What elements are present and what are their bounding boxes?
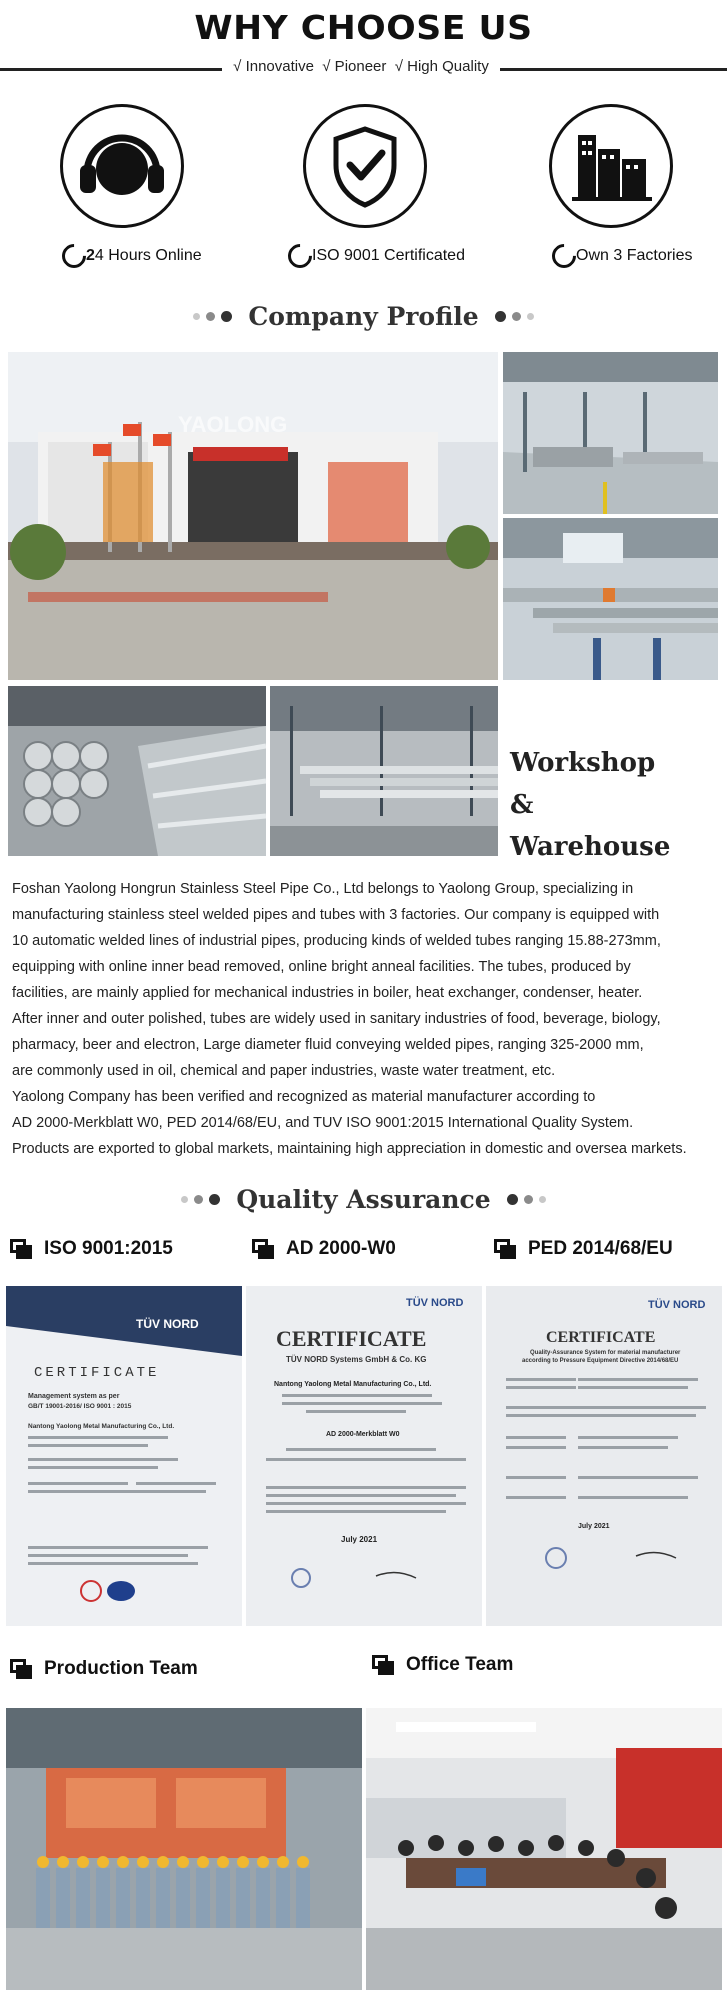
cert-standard-text: AD 2000-Merkblatt W0 [326, 1431, 400, 1438]
workshop-photo-1 [503, 352, 718, 514]
ped-certificate-image [486, 1286, 722, 1626]
workshop-photo-2 [503, 518, 718, 680]
decorative-dots-left [181, 1194, 220, 1205]
cert-company-text: Nantong Yaolong Metal Manufacturing Co., Ltd. [274, 1381, 432, 1388]
feature-label-iso: I SO 9001 Certificated [288, 244, 465, 268]
window-square-icon [252, 1239, 276, 1259]
description-line: Foshan Yaolong Hongrun Stainless Steel Pipe Co., Ltd belongs to Yaolong Group, specializing in [12, 881, 634, 897]
cert-brand-text: TÜV NORD [136, 1317, 199, 1331]
feature-circle-factories [549, 104, 673, 228]
c-mark-icon [283, 239, 317, 273]
cert-label-ped: PED 2014/68/EU [494, 1238, 673, 1260]
cert-heading-text: CERTIFICATE [546, 1329, 656, 1346]
company-building-photo [8, 352, 498, 680]
window-square-icon [10, 1659, 34, 1679]
window-square-icon [372, 1655, 396, 1675]
ad2000-certificate-image [246, 1286, 482, 1626]
description-line: Products are exported to global markets, maintaining high appreciation in domestic and oversea markets. [12, 1141, 687, 1157]
cert-standard-text: GB/T 19001-2016/ ISO 9001 : 2015 [28, 1403, 132, 1410]
cert-label-ad2000: AD 2000-W0 [252, 1238, 396, 1260]
section-heading-quality-assurance: Quality Assurance [0, 1185, 727, 1214]
c-mark-icon [547, 239, 581, 273]
cert-brand-text: TÜV NORD [406, 1297, 464, 1309]
window-square-icon [10, 1239, 34, 1259]
decorative-dots-left [193, 311, 232, 322]
description-line: are commonly used in oil, chemical and paper industries, waste water treatment, etc. [12, 1063, 556, 1079]
feature-label-online: 2 4 Hours Online [62, 244, 202, 268]
divider-right [500, 68, 727, 71]
description-line: 10 automatic welded lines of industrial pipes, producing kinds of welded tubes ranging 15.88-273mm, [12, 933, 661, 949]
shield-check-icon [306, 107, 424, 225]
pipes-warehouse-photo-1 [8, 686, 266, 856]
description-line: Yaolong Company has been verified and recognized as material manufacturer according to [12, 1089, 596, 1105]
divider-left [0, 68, 222, 71]
cert-heading-text: CERTIFICATE [276, 1326, 427, 1351]
feature-circle-iso [303, 104, 427, 228]
iso-certificate-image [6, 1286, 242, 1626]
team-label-production: Production Team [10, 1658, 198, 1680]
factory-buildings-icon [552, 107, 670, 225]
cert-subtitle-text: Quality-Assurance System for material manufacturer [530, 1350, 681, 1356]
feature-circle-online [60, 104, 184, 228]
section-heading-company-profile: Company Profile [0, 302, 727, 331]
production-team-photo [6, 1708, 362, 1990]
pipes-warehouse-photo-2 [270, 686, 498, 856]
cert-label-iso: ISO 9001:2015 [10, 1238, 173, 1260]
team-label-office: Office Team [372, 1654, 513, 1676]
description-line: manufacturing stainless steel welded pipes and tubes with 3 factories. Our company is equipped with [12, 907, 660, 923]
headset-icon [63, 107, 181, 225]
description-line: pharmacy, beer and electron, Large diameter fluid conveying welded pipes, ranging 325-2000 mm, [12, 1037, 644, 1053]
cert-brand-text: TÜV NORD [648, 1299, 706, 1311]
decorative-dots-right [507, 1194, 546, 1205]
workshop-warehouse-label: Workshop & Warehouse [510, 748, 671, 862]
cert-line-text: Management system as per [28, 1393, 120, 1400]
feature-label-factories: O wn 3 Factories [552, 244, 693, 268]
cert-company-text: Nantong Yaolong Metal Manufacturing Co., Ltd. [28, 1423, 175, 1430]
decorative-dots-right [495, 311, 534, 322]
cert-heading-text: CERTIFICATE [34, 1365, 160, 1381]
cert-subtitle-text: TÜV NORD Systems GmbH & Co. KG [286, 1355, 427, 1364]
description-line: equipping with online inner bead removed, online bright anneal facilities. The tubes, produced by [12, 959, 631, 975]
office-team-photo [366, 1708, 722, 1990]
brand-watermark-text: YAOLONG [178, 412, 288, 437]
cert-subtitle-text-2: according to Pressure Equipment Directive 2014/68/EU [522, 1358, 679, 1364]
company-description [12, 876, 724, 1162]
window-square-icon [494, 1239, 518, 1259]
description-line: After inner and outer polished, tubes are widely used in sanitary industries of food, beverage, biology, [12, 1011, 661, 1027]
c-mark-icon [57, 239, 91, 273]
page-title: WHY CHOOSE US [194, 8, 533, 47]
description-line: AD 2000-Merkblatt W0, PED 2014/68/EU, and TUV ISO 9001:2015 International Quality System. [12, 1115, 634, 1131]
cert-date-text: July 2021 [578, 1523, 610, 1530]
description-line: facilities, are mainly applied for mechanical industries in boiler, heat exchanger, condenser, heater. [12, 985, 643, 1001]
page-subtitle: √ Innovative √ Pioneer √ High Quality [233, 58, 489, 75]
cert-date-text: July 2021 [341, 1535, 378, 1544]
